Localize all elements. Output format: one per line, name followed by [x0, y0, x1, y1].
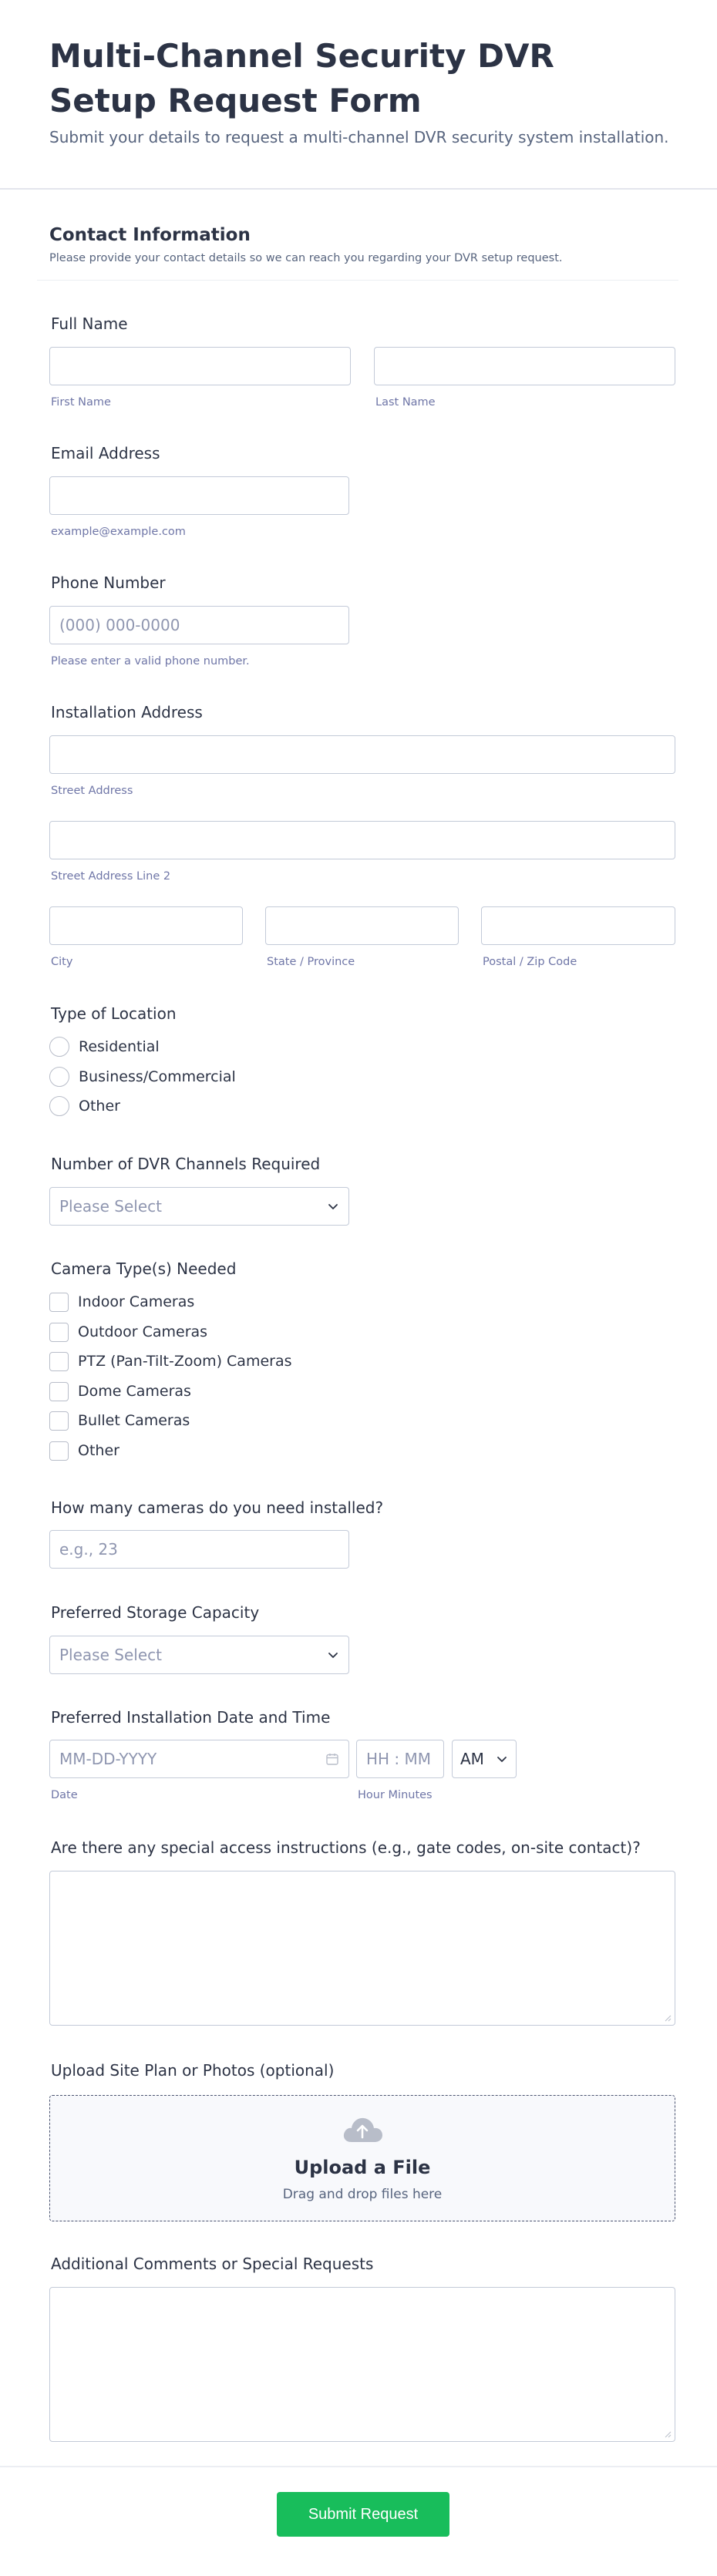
radio-label: Business/Commercial	[79, 1068, 236, 1085]
channels-select-value: Please Select	[59, 1197, 162, 1216]
checkbox-outdoor-cameras[interactable]	[49, 1321, 207, 1343]
date-input[interactable]	[49, 1740, 349, 1778]
checkbox-box[interactable]	[49, 1382, 69, 1401]
form-subtitle: Submit your details to request a multi-channel DVR security system installation.	[49, 128, 669, 146]
section-divider	[37, 280, 678, 281]
checkbox-box[interactable]	[49, 1441, 69, 1461]
checkbox-label: Bullet Cameras	[78, 1412, 190, 1429]
channels-label: Number of DVR Channels Required	[51, 1155, 321, 1173]
time-input[interactable]	[356, 1740, 444, 1778]
radio-business-commercial[interactable]	[49, 1066, 236, 1088]
checkbox-label: Dome Cameras	[78, 1383, 191, 1400]
first-name-input[interactable]	[49, 347, 351, 385]
last-name-sublabel: Last Name	[375, 396, 436, 409]
phone-label: Phone Number	[51, 573, 166, 592]
form-title: Multi-Channel Security DVR Setup Request Form	[49, 37, 554, 119]
camera-count-placeholder: e.g., 23	[59, 1540, 118, 1559]
footer-divider	[0, 2466, 717, 2467]
radio-other[interactable]	[49, 1095, 120, 1117]
checkbox-ptz-cameras[interactable]	[49, 1350, 292, 1372]
checkbox-box[interactable]	[49, 1323, 69, 1342]
address-label: Installation Address	[51, 703, 203, 721]
full-name-label: Full Name	[51, 314, 128, 333]
chevron-down-icon	[327, 1649, 339, 1661]
upload-label: Upload Site Plan or Photos (optional)	[51, 2061, 335, 2080]
radio-circle[interactable]	[49, 1096, 69, 1116]
chevron-down-icon	[327, 1200, 339, 1212]
checkbox-label: Indoor Cameras	[78, 1293, 195, 1310]
email-input[interactable]	[49, 476, 349, 515]
ampm-value: AM	[460, 1750, 484, 1768]
first-name-sublabel: First Name	[51, 396, 111, 409]
comments-label: Additional Comments or Special Requests	[51, 2255, 374, 2273]
section-description: Please provide your contact details so we can reach you regarding your DVR setup request.	[49, 252, 563, 264]
time-sublabel: Hour Minutes	[358, 1789, 433, 1801]
resize-handle-icon[interactable]	[664, 2014, 672, 2022]
last-name-input[interactable]	[374, 347, 675, 385]
upload-subtitle: Drag and drop files here	[282, 2187, 443, 2202]
storage-select[interactable]	[49, 1636, 349, 1674]
checkbox-box[interactable]	[49, 1411, 69, 1431]
checkbox-label: PTZ (Pan-Tilt-Zoom) Cameras	[78, 1353, 292, 1370]
street-address-sublabel: Street Address	[51, 785, 133, 797]
radio-label: Other	[79, 1098, 120, 1115]
checkbox-bullet-cameras[interactable]	[49, 1410, 190, 1431]
access-instructions-textarea[interactable]	[49, 1871, 675, 2026]
storage-select-value: Please Select	[59, 1646, 162, 1664]
state-sublabel: State / Province	[267, 956, 355, 968]
time-placeholder: HH : MM	[366, 1750, 432, 1768]
storage-label: Preferred Storage Capacity	[51, 1603, 260, 1622]
phone-input[interactable]	[49, 606, 349, 644]
street-address-line2-sublabel: Street Address Line 2	[51, 870, 171, 883]
calendar-icon[interactable]	[325, 1752, 339, 1766]
city-sublabel: City	[51, 956, 73, 968]
zip-input[interactable]	[481, 906, 675, 945]
phone-placeholder: (000) 000-0000	[59, 616, 180, 634]
camera-types-label: Camera Type(s) Needed	[51, 1259, 237, 1278]
chevron-down-icon	[496, 1753, 508, 1765]
section-header	[49, 225, 563, 264]
form-header	[0, 0, 717, 190]
camera-count-input[interactable]	[49, 1530, 349, 1569]
cloud-upload-icon	[340, 2114, 385, 2145]
upload-title: Upload a File	[294, 2157, 431, 2178]
radio-residential[interactable]	[49, 1036, 160, 1058]
radio-circle[interactable]	[49, 1037, 69, 1057]
install-datetime-label: Preferred Installation Date and Time	[51, 1708, 331, 1727]
section-title: Contact Information	[49, 225, 251, 245]
submit-button[interactable]: Submit Request	[277, 2492, 449, 2537]
street-address-input[interactable]	[49, 735, 675, 774]
email-label: Email Address	[51, 444, 160, 462]
radio-circle[interactable]	[49, 1067, 69, 1087]
location-type-label: Type of Location	[51, 1004, 177, 1023]
checkbox-other[interactable]	[49, 1440, 120, 1461]
file-upload-dropzone[interactable]	[49, 2095, 675, 2221]
checkbox-dome-cameras[interactable]	[49, 1380, 191, 1402]
state-input[interactable]	[265, 906, 459, 945]
date-sublabel: Date	[51, 1789, 78, 1801]
checkbox-box[interactable]	[49, 1352, 69, 1371]
checkbox-label: Outdoor Cameras	[78, 1323, 208, 1340]
zip-sublabel: Postal / Zip Code	[483, 956, 577, 968]
city-input[interactable]	[49, 906, 243, 945]
street-address-line2-input[interactable]	[49, 821, 675, 859]
date-placeholder: MM-DD-YYYY	[59, 1750, 157, 1768]
checkbox-label: Other	[78, 1442, 120, 1459]
comments-textarea[interactable]	[49, 2287, 675, 2442]
checkbox-box[interactable]	[49, 1293, 69, 1312]
channels-select[interactable]	[49, 1187, 349, 1226]
resize-handle-icon[interactable]	[664, 2430, 672, 2438]
access-instructions-label: Are there any special access instructions (e.g., gate codes, on-site contact)?	[51, 1838, 641, 1857]
phone-sublabel: Please enter a valid phone number.	[51, 655, 250, 668]
radio-label: Residential	[79, 1038, 160, 1055]
ampm-select[interactable]	[452, 1740, 517, 1778]
checkbox-indoor-cameras[interactable]	[49, 1291, 194, 1313]
email-sublabel: example@example.com	[51, 526, 186, 538]
camera-count-label: How many cameras do you need installed?	[51, 1498, 384, 1517]
